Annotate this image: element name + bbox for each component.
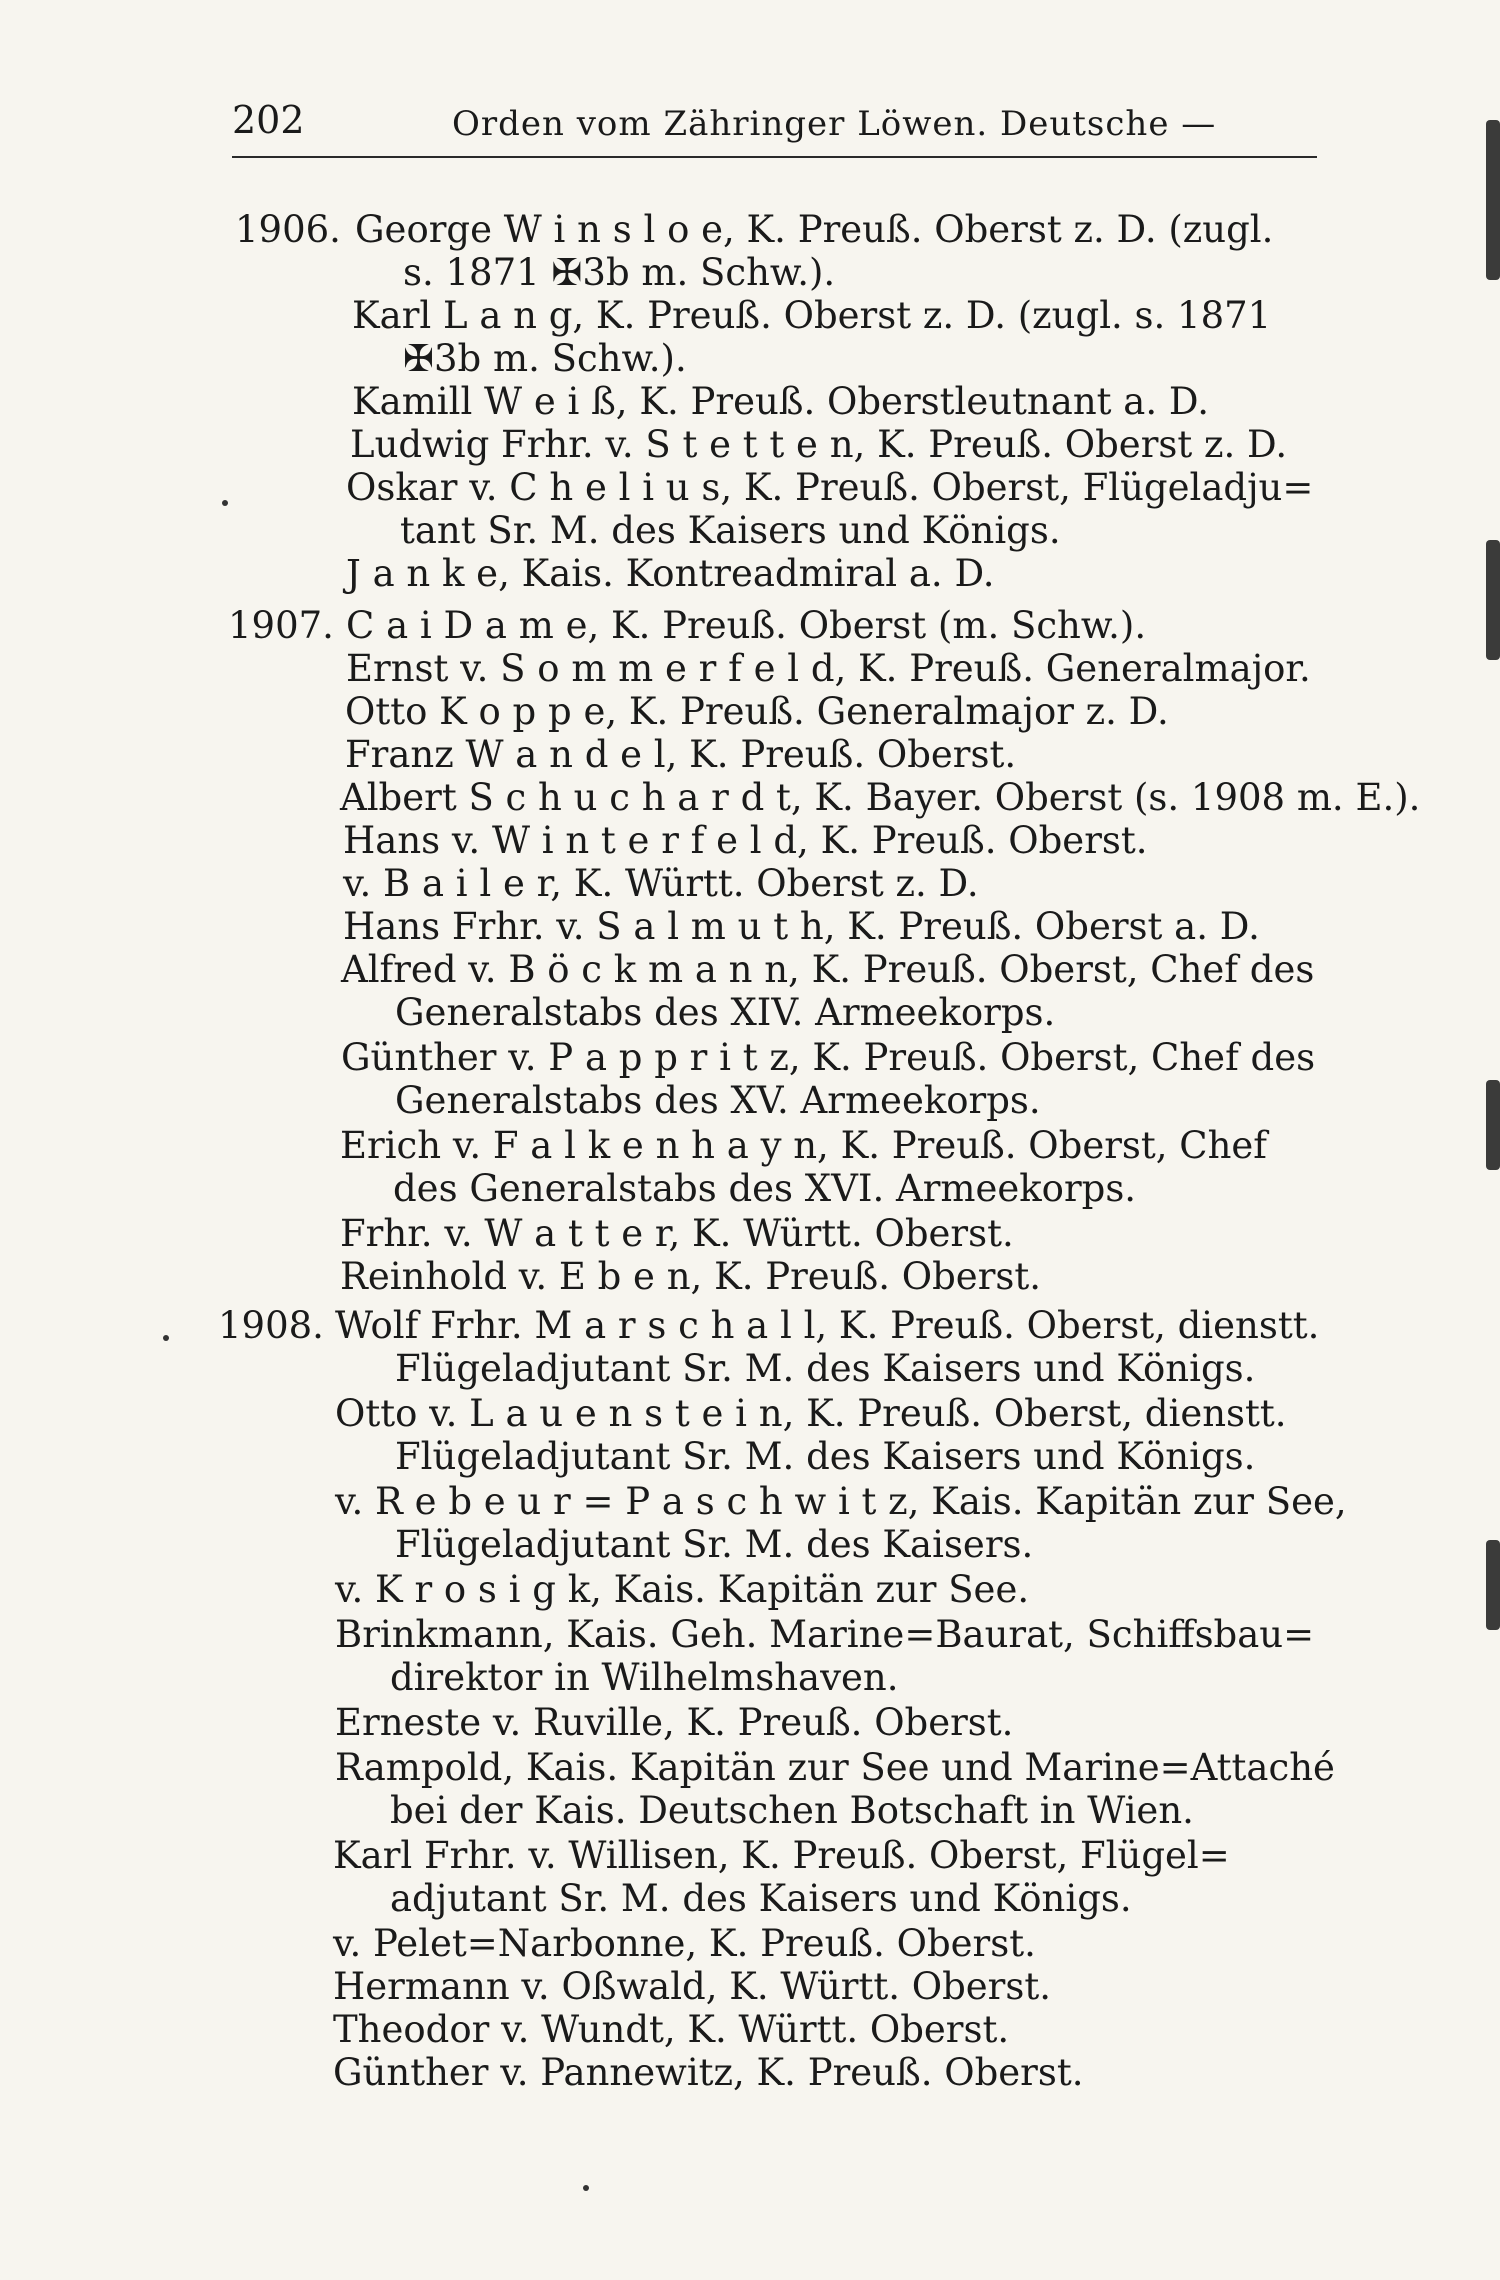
entry-line: v. R e b e u r = P a s c h w i t z, Kais. Kapitän zur See, — [335, 1480, 1347, 1523]
entry-line: Alfred v. B ö c k m a n n, K. Preuß. Oberst, Chef des — [341, 948, 1315, 991]
print-speck — [163, 1335, 169, 1341]
entry-line: s. 1871 ✠3b m. Schw.). — [403, 251, 836, 294]
entry-line: ✠3b m. Schw.). — [403, 337, 687, 380]
entry-line: bei der Kais. Deutschen Botschaft in Wien. — [390, 1789, 1194, 1832]
entry-line: Albert S c h u c h a r d t, K. Bayer. Oberst (s. 1908 m. E.). — [340, 776, 1421, 819]
entry-line: Günther v. Pannewitz, K. Preuß. Oberst. — [333, 2051, 1084, 2094]
page-number: 202 — [232, 98, 305, 142]
entry-line: J a n k e, Kais. Kontreadmiral a. D. — [346, 552, 995, 595]
year-1908: 1908. — [218, 1304, 324, 1347]
entry-line: direktor in Wilhelmshaven. — [390, 1656, 899, 1699]
print-speck — [222, 500, 228, 506]
print-speck — [583, 2185, 589, 2191]
entry-line: C a i D a m e, K. Preuß. Oberst (m. Schw.). — [346, 604, 1147, 647]
entry-line: Reinhold v. E b e n, K. Preuß. Oberst. — [340, 1255, 1041, 1298]
entry-line: Wolf Frhr. M a r s c h a l l, K. Preuß. Oberst, dienstt. — [335, 1304, 1320, 1347]
entry-line: Hans Frhr. v. S a l m u t h, K. Preuß. Oberst a. D. — [343, 905, 1260, 948]
entry-line: Generalstabs des XIV. Armeekorps. — [395, 991, 1056, 1034]
entry-line: v. K r o s i g k, Kais. Kapitän zur See. — [335, 1568, 1030, 1611]
entry-line: des Generalstabs des XVI. Armeekorps. — [393, 1167, 1137, 1210]
entry-line: Hans v. W i n t e r f e l d, K. Preuß. Oberst. — [343, 819, 1148, 862]
page-edge-shadow — [1486, 1540, 1500, 1630]
year-1906: 1906. — [235, 208, 341, 251]
entry-line: Ernst v. S o m m e r f e l d, K. Preuß. Generalmajor. — [346, 647, 1311, 690]
entry-line: Otto K o p p e, K. Preuß. Generalmajor z. D. — [345, 690, 1169, 733]
page-header — [232, 96, 1317, 158]
entry-line: Kamill W e i ß, K. Preuß. Oberstleutnant a. D. — [352, 380, 1209, 423]
entry-line: Frhr. v. W a t t e r, K. Württ. Oberst. — [340, 1212, 1014, 1255]
entry-line: Brinkmann, Kais. Geh. Marine=Baurat, Schiffsbau= — [335, 1613, 1315, 1656]
entry-line: Otto v. L a u e n s t e i n, K. Preuß. Oberst, dienstt. — [335, 1392, 1287, 1435]
entry-line: v. B a i l e r, K. Württ. Oberst z. D. — [343, 862, 979, 905]
entry-line: Günther v. P a p p r i t z, K. Preuß. Oberst, Chef des — [341, 1036, 1316, 1079]
page-edge-shadow — [1486, 120, 1500, 280]
entry-line: Oskar v. C h e l i u s, K. Preuß. Oberst, Flügeladju= — [346, 466, 1314, 509]
entry-line: Theodor v. Wundt, K. Württ. Oberst. — [333, 2008, 1010, 2051]
running-head: Orden vom Zähringer Löwen. Deutsche — — [452, 104, 1217, 144]
entry-line: George W i n s l o e, K. Preuß. Oberst z. D. (zugl. — [355, 208, 1274, 251]
page-edge-shadow — [1486, 540, 1500, 660]
entry-line: Erneste v. Ruville, K. Preuß. Oberst. — [335, 1701, 1014, 1744]
entry-line: Franz W a n d e l, K. Preuß. Oberst. — [345, 733, 1017, 776]
entry-line: tant Sr. M. des Kaisers und Königs. — [400, 509, 1061, 552]
entry-line: adjutant Sr. M. des Kaisers und Königs. — [390, 1877, 1132, 1920]
entry-line: v. Pelet=Narbonne, K. Preuß. Oberst. — [333, 1922, 1036, 1965]
entry-line: Hermann v. Oßwald, K. Württ. Oberst. — [333, 1965, 1051, 2008]
entry-line: Flügeladjutant Sr. M. des Kaisers und Königs. — [395, 1435, 1256, 1478]
year-1907: 1907. — [228, 604, 334, 647]
entry-line: Karl Frhr. v. Willisen, K. Preuß. Oberst, Flügel= — [333, 1834, 1230, 1877]
entry-line: Karl L a n g, K. Preuß. Oberst z. D. (zugl. s. 1871 — [352, 294, 1272, 337]
entry-line: Ludwig Frhr. v. S t e t t e n, K. Preuß. Oberst z. D. — [350, 423, 1288, 466]
entry-line: Generalstabs des XV. Armeekorps. — [395, 1079, 1041, 1122]
entry-line: Flügeladjutant Sr. M. des Kaisers. — [395, 1523, 1034, 1566]
entry-line: Rampold, Kais. Kapitän zur See und Marine=Attaché — [335, 1746, 1335, 1789]
entry-line: Flügeladjutant Sr. M. des Kaisers und Königs. — [395, 1347, 1256, 1390]
page-edge-shadow — [1486, 1080, 1500, 1170]
entry-line: Erich v. F a l k e n h a y n, K. Preuß. Oberst, Chef — [340, 1124, 1268, 1167]
